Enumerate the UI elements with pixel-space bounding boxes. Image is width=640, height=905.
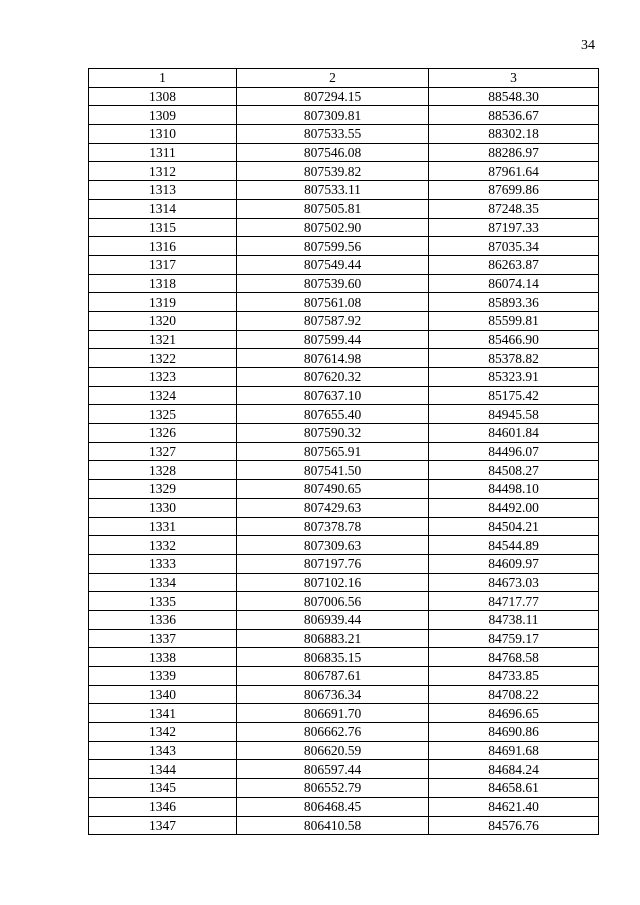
table-row xyxy=(89,760,599,779)
table-row xyxy=(89,498,599,517)
table-cell-col-1: 1336 xyxy=(89,610,237,629)
table-row xyxy=(89,125,599,144)
table-cell-col-2: 807102.16 xyxy=(237,573,429,592)
table-cell-col-1: 1309 xyxy=(89,106,237,125)
table-row xyxy=(89,610,599,629)
table-cell-col-2: 806468.45 xyxy=(237,797,429,816)
table-cell-col-3: 84945.58 xyxy=(429,405,599,424)
table-cell-col-2: 807006.56 xyxy=(237,592,429,611)
table-row xyxy=(89,667,599,686)
table-cell-col-2: 807546.08 xyxy=(237,143,429,162)
table-row xyxy=(89,255,599,274)
table-cell-col-1: 1342 xyxy=(89,723,237,742)
table-row xyxy=(89,424,599,443)
table-cell-col-3: 84696.65 xyxy=(429,704,599,723)
table-cell-col-2: 807565.91 xyxy=(237,442,429,461)
table-row xyxy=(89,311,599,330)
table-cell-col-2: 807429.63 xyxy=(237,498,429,517)
table-row xyxy=(89,143,599,162)
table-row xyxy=(89,816,599,835)
table-cell-col-2: 807197.76 xyxy=(237,554,429,573)
table-cell-col-2: 806662.76 xyxy=(237,723,429,742)
table-cell-col-2: 807533.55 xyxy=(237,125,429,144)
table-cell-col-1: 1311 xyxy=(89,143,237,162)
table-cell-col-2: 807533.11 xyxy=(237,181,429,200)
page-number: 34 xyxy=(581,38,595,53)
table-cell-col-1: 1335 xyxy=(89,592,237,611)
table-cell-col-3: 84733.85 xyxy=(429,667,599,686)
table-cell-col-2: 807599.44 xyxy=(237,330,429,349)
table-cell-col-1: 1341 xyxy=(89,704,237,723)
table-row xyxy=(89,368,599,387)
table-cell-col-1: 1328 xyxy=(89,461,237,480)
table-cell-col-3: 84768.58 xyxy=(429,648,599,667)
table-cell-col-1: 1329 xyxy=(89,480,237,499)
column-header-3: 3 xyxy=(429,69,599,88)
table-cell-col-2: 806883.21 xyxy=(237,629,429,648)
table-cell-col-3: 87961.64 xyxy=(429,162,599,181)
table-row xyxy=(89,442,599,461)
table-cell-col-3: 85378.82 xyxy=(429,349,599,368)
table-row xyxy=(89,536,599,555)
table-cell-col-3: 86263.87 xyxy=(429,255,599,274)
table-cell-col-2: 807502.90 xyxy=(237,218,429,237)
table-cell-col-1: 1313 xyxy=(89,181,237,200)
table-cell-col-1: 1333 xyxy=(89,554,237,573)
table-body xyxy=(89,87,599,835)
table-cell-col-2: 806787.61 xyxy=(237,667,429,686)
table-cell-col-3: 84684.24 xyxy=(429,760,599,779)
table-cell-col-1: 1344 xyxy=(89,760,237,779)
table-cell-col-3: 84691.68 xyxy=(429,741,599,760)
table-cell-col-1: 1326 xyxy=(89,424,237,443)
table-cell-col-3: 87197.33 xyxy=(429,218,599,237)
table-cell-col-3: 87699.86 xyxy=(429,181,599,200)
table-row xyxy=(89,386,599,405)
table-cell-col-2: 807378.78 xyxy=(237,517,429,536)
table-cell-col-3: 84576.76 xyxy=(429,816,599,835)
table-row xyxy=(89,218,599,237)
table-row xyxy=(89,349,599,368)
table-cell-col-1: 1337 xyxy=(89,629,237,648)
header-row xyxy=(89,69,599,88)
table-cell-col-3: 87248.35 xyxy=(429,199,599,218)
table-cell-col-1: 1308 xyxy=(89,87,237,106)
table-row xyxy=(89,554,599,573)
table-row xyxy=(89,573,599,592)
table-row xyxy=(89,330,599,349)
table-cell-col-2: 806410.58 xyxy=(237,816,429,835)
table-cell-col-1: 1327 xyxy=(89,442,237,461)
table-cell-col-2: 807599.56 xyxy=(237,237,429,256)
table-row xyxy=(89,293,599,312)
table-cell-col-1: 1320 xyxy=(89,311,237,330)
table-row xyxy=(89,741,599,760)
table-row xyxy=(89,480,599,499)
table-cell-col-1: 1312 xyxy=(89,162,237,181)
table-row xyxy=(89,648,599,667)
table-cell-col-1: 1345 xyxy=(89,779,237,798)
table-row xyxy=(89,704,599,723)
table-cell-col-2: 807309.81 xyxy=(237,106,429,125)
table-row xyxy=(89,87,599,106)
coordinates-table xyxy=(88,68,599,835)
table-cell-col-3: 84496.07 xyxy=(429,442,599,461)
table-cell-col-2: 807539.82 xyxy=(237,162,429,181)
table-cell-col-3: 84544.89 xyxy=(429,536,599,555)
table-cell-col-3: 86074.14 xyxy=(429,274,599,293)
table-cell-col-3: 84673.03 xyxy=(429,573,599,592)
table-header xyxy=(89,69,599,88)
table-cell-col-2: 806620.59 xyxy=(237,741,429,760)
table-cell-col-2: 807490.65 xyxy=(237,480,429,499)
table-cell-col-2: 807590.32 xyxy=(237,424,429,443)
table-cell-col-2: 806552.79 xyxy=(237,779,429,798)
table-cell-col-3: 84738.11 xyxy=(429,610,599,629)
table-cell-col-1: 1324 xyxy=(89,386,237,405)
table-cell-col-3: 85466.90 xyxy=(429,330,599,349)
column-header-2: 2 xyxy=(237,69,429,88)
table-cell-col-1: 1346 xyxy=(89,797,237,816)
table-cell-col-2: 807614.98 xyxy=(237,349,429,368)
table-cell-col-1: 1317 xyxy=(89,255,237,274)
table-cell-col-1: 1315 xyxy=(89,218,237,237)
table-cell-col-3: 85893.36 xyxy=(429,293,599,312)
table-row xyxy=(89,629,599,648)
table-row xyxy=(89,723,599,742)
table-cell-col-2: 806597.44 xyxy=(237,760,429,779)
table-cell-col-1: 1310 xyxy=(89,125,237,144)
table-cell-col-2: 807587.92 xyxy=(237,311,429,330)
table-row xyxy=(89,405,599,424)
table-cell-col-2: 807549.44 xyxy=(237,255,429,274)
table-cell-col-1: 1316 xyxy=(89,237,237,256)
table-cell-col-3: 84508.27 xyxy=(429,461,599,480)
table-cell-col-3: 84609.97 xyxy=(429,554,599,573)
table-cell-col-3: 85599.81 xyxy=(429,311,599,330)
table-row xyxy=(89,461,599,480)
table-cell-col-1: 1319 xyxy=(89,293,237,312)
table-cell-col-3: 88548.30 xyxy=(429,87,599,106)
table-cell-col-1: 1347 xyxy=(89,816,237,835)
table-row xyxy=(89,592,599,611)
table-cell-col-1: 1330 xyxy=(89,498,237,517)
table-cell-col-3: 84759.17 xyxy=(429,629,599,648)
table-cell-col-3: 84621.40 xyxy=(429,797,599,816)
table-cell-col-1: 1318 xyxy=(89,274,237,293)
table-cell-col-3: 84492.00 xyxy=(429,498,599,517)
table-cell-col-3: 84717.77 xyxy=(429,592,599,611)
table-cell-col-3: 84504.21 xyxy=(429,517,599,536)
table-cell-col-2: 807561.08 xyxy=(237,293,429,312)
table-row xyxy=(89,517,599,536)
table-row xyxy=(89,237,599,256)
table-cell-col-2: 806939.44 xyxy=(237,610,429,629)
table-cell-col-1: 1339 xyxy=(89,667,237,686)
table-row xyxy=(89,797,599,816)
table-cell-col-2: 807505.81 xyxy=(237,199,429,218)
table-cell-col-2: 807541.50 xyxy=(237,461,429,480)
table-cell-col-1: 1332 xyxy=(89,536,237,555)
table-row xyxy=(89,199,599,218)
column-header-1: 1 xyxy=(89,69,237,88)
table-cell-col-3: 84658.61 xyxy=(429,779,599,798)
table-row xyxy=(89,162,599,181)
table-row xyxy=(89,274,599,293)
table-cell-col-1: 1331 xyxy=(89,517,237,536)
table-cell-col-3: 84690.86 xyxy=(429,723,599,742)
table-cell-col-2: 807637.10 xyxy=(237,386,429,405)
table-cell-col-1: 1322 xyxy=(89,349,237,368)
table-cell-col-2: 807620.32 xyxy=(237,368,429,387)
table-row xyxy=(89,685,599,704)
table-cell-col-1: 1314 xyxy=(89,199,237,218)
table-cell-col-2: 806736.34 xyxy=(237,685,429,704)
table-cell-col-1: 1323 xyxy=(89,368,237,387)
table-cell-col-3: 85323.91 xyxy=(429,368,599,387)
table-row xyxy=(89,181,599,200)
table-cell-col-2: 807655.40 xyxy=(237,405,429,424)
table-cell-col-1: 1334 xyxy=(89,573,237,592)
table-cell-col-3: 84498.10 xyxy=(429,480,599,499)
table-cell-col-2: 806691.70 xyxy=(237,704,429,723)
table-cell-col-3: 84708.22 xyxy=(429,685,599,704)
table-cell-col-2: 806835.15 xyxy=(237,648,429,667)
table-cell-col-3: 88302.18 xyxy=(429,125,599,144)
table-cell-col-2: 807539.60 xyxy=(237,274,429,293)
table-row xyxy=(89,106,599,125)
table-cell-col-3: 84601.84 xyxy=(429,424,599,443)
table-cell-col-3: 88286.97 xyxy=(429,143,599,162)
table-cell-col-1: 1321 xyxy=(89,330,237,349)
table-cell-col-2: 807309.63 xyxy=(237,536,429,555)
table-cell-col-3: 85175.42 xyxy=(429,386,599,405)
table-cell-col-1: 1325 xyxy=(89,405,237,424)
table-cell-col-1: 1343 xyxy=(89,741,237,760)
table-cell-col-2: 807294.15 xyxy=(237,87,429,106)
table-row xyxy=(89,779,599,798)
table-cell-col-1: 1338 xyxy=(89,648,237,667)
table-cell-col-3: 88536.67 xyxy=(429,106,599,125)
table-cell-col-1: 1340 xyxy=(89,685,237,704)
table-cell-col-3: 87035.34 xyxy=(429,237,599,256)
